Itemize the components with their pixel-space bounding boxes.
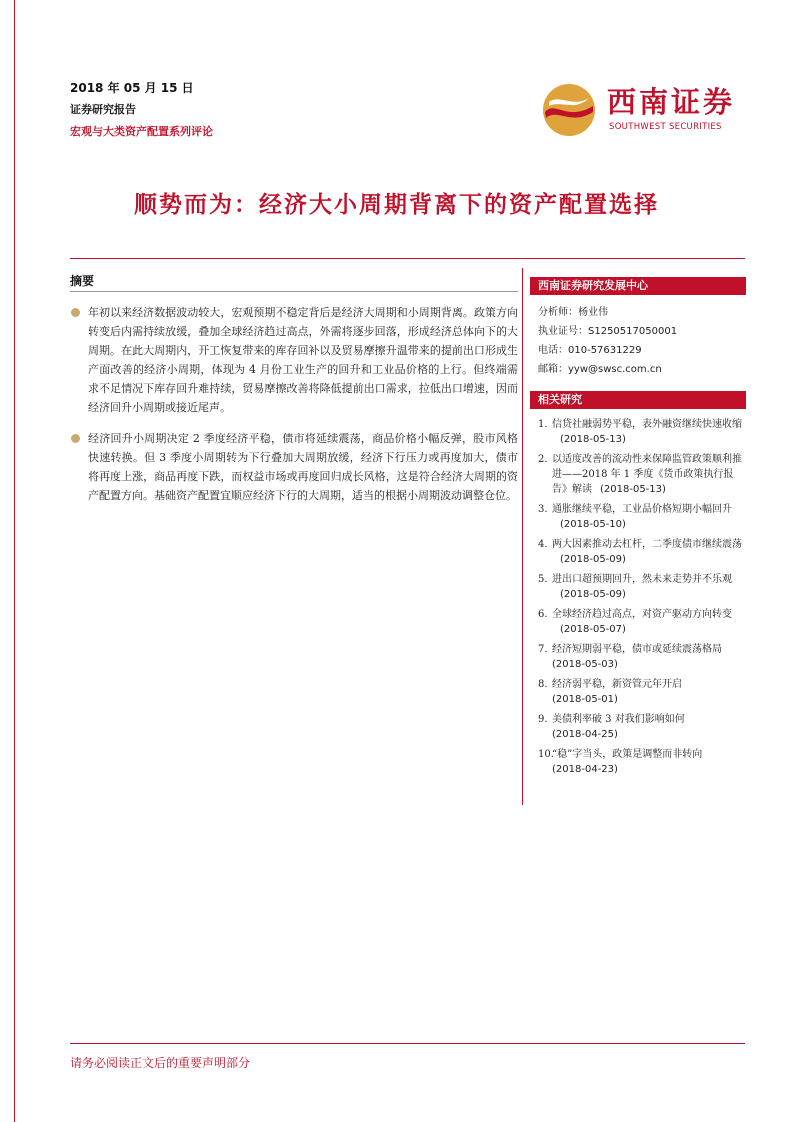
related-item-date: (2018-05-10) xyxy=(560,519,626,530)
abstract-heading: 摘要 xyxy=(70,274,95,288)
related-item-title: 全球经济趋过高点，对资产驱动方向转变 xyxy=(552,609,732,620)
analyst-license: S1250517050001 xyxy=(588,326,678,337)
related-item-number: 10. xyxy=(538,749,554,760)
related-item-number: 6. xyxy=(538,609,548,620)
related-item-title: 以适度改善的流动性来保障监管政策顺利推进——2018 年 1 季度《货币政策执行报告》解读 xyxy=(552,454,742,495)
related-item-number: 7. xyxy=(538,644,548,655)
related-item-title: 美债利率破 3 对我们影响如何 xyxy=(552,714,685,725)
related-item[interactable] xyxy=(538,712,746,742)
related-item-title: 进出口超预期回升，然未来走势并不乐观 xyxy=(552,574,732,585)
related-item-number: 2. xyxy=(538,454,548,465)
related-item[interactable] xyxy=(538,607,746,637)
analyst-phone: 010-57631229 xyxy=(568,345,642,356)
related-item-number: 8. xyxy=(538,679,548,690)
analyst-license-row xyxy=(538,322,746,341)
related-item-date: (2018-04-25) xyxy=(552,729,618,740)
abstract-paragraph-text: 年初以来经济数据波动较大，宏观预期不稳定背后是经济大周期和小周期背离。政策方向转变后内需持续放缓，叠加全球经济趋过高点，外需将逐步回落，形成经济总体向下的大周期。在此大周期内，开工恢复带来的库存回补以及贸易摩擦升温带来的提前出口形成生产面改善的经济小周期，体现为 4 月份工业生产的回升和工业品价格的上行。但终端需求不足情况下库存回升难持续，贸易摩擦改善将降低提前出口需求，拉低出口增速，因而经济回升小周期或接近尾声。 xyxy=(88,306,518,414)
abstract-body xyxy=(70,303,518,517)
logo-name-en: SOUTHWEST SECURITIES xyxy=(609,122,722,132)
sidebar xyxy=(530,277,746,782)
abstract-paragraph xyxy=(70,303,518,417)
bullet-dot-icon xyxy=(71,308,80,317)
related-item[interactable] xyxy=(538,537,746,567)
related-item-date: (2018-05-09) xyxy=(560,554,626,565)
related-item-date: (2018-05-01) xyxy=(552,694,618,705)
left-margin-rule xyxy=(14,0,15,1122)
related-item-date: (2018-05-03) xyxy=(552,659,618,670)
analyst-phone-row xyxy=(538,341,746,360)
analyst-name: 杨业伟 xyxy=(578,307,608,318)
related-item-title: 信贷社融弱势平稳，表外融资继续快速收缩 xyxy=(552,419,742,430)
related-item-title: 通胀继续平稳，工业品价格短期小幅回升 xyxy=(552,504,732,515)
footer-divider xyxy=(70,1043,745,1044)
analyst-info xyxy=(530,295,746,379)
related-item-date: (2018-05-13) xyxy=(600,484,666,495)
report-series: 宏观与大类资产配置系列评论 xyxy=(70,125,213,138)
related-item[interactable] xyxy=(538,502,746,532)
related-item-number: 3. xyxy=(538,504,548,515)
report-type: 证券研究报告 xyxy=(70,103,136,116)
related-item-title: 经济弱平稳，新资管元年开启 xyxy=(552,679,682,690)
related-item-number: 5. xyxy=(538,574,548,585)
footer-disclaimer: 请务必阅读正文后的重要声明部分 xyxy=(70,1056,251,1070)
analyst-name-row xyxy=(538,303,746,322)
related-item-date: (2018-04-23) xyxy=(552,764,618,775)
related-item[interactable] xyxy=(538,677,746,707)
related-item[interactable] xyxy=(538,417,746,447)
abstract-divider xyxy=(70,291,518,292)
logo-emblem-icon xyxy=(541,82,597,138)
abstract-paragraph xyxy=(70,429,518,505)
related-item-date: (2018-05-07) xyxy=(560,624,626,635)
related-item[interactable] xyxy=(538,747,746,777)
related-item-number: 1. xyxy=(538,419,548,430)
related-research-heading: 相关研究 xyxy=(530,391,746,409)
related-item-title: 两大因素推动去杠杆，二季度债市继续震荡 xyxy=(552,539,742,550)
analyst-email-label: 邮箱： xyxy=(538,364,568,375)
report-date: 2018 年 05 月 15 日 xyxy=(70,81,194,95)
analyst-name-label: 分析师： xyxy=(538,307,578,318)
related-item-number: 9. xyxy=(538,714,548,725)
analyst-license-label: 执业证号： xyxy=(538,326,588,337)
related-research-list xyxy=(530,409,746,777)
title-divider xyxy=(70,258,745,259)
related-item[interactable] xyxy=(538,452,746,497)
related-item[interactable] xyxy=(538,642,746,672)
column-divider xyxy=(522,268,523,805)
abstract-paragraph-text: 经济回升小周期决定 2 季度经济平稳，债市将延续震荡，商品价格小幅反弹，股市风格快速转换。但 3 季度小周期转为下行叠加大周期放缓，经济下行压力或再度加大，债市将再度上涨，商品再度下跌，而权益市场或再度回归成长风格，这是符合经济大周期的资产配置方向。基础资产配置宜顺应经济下行的大周期，适当的根据小周期波动调整仓位。 xyxy=(88,432,518,502)
related-item-date: (2018-05-09) xyxy=(560,589,626,600)
related-item-title: 经济短期弱平稳，债市或延续震荡格局 xyxy=(552,644,722,655)
related-item[interactable] xyxy=(538,572,746,602)
report-title: 顺势而为：经济大小周期背离下的资产配置选择 xyxy=(134,191,659,218)
logo-name-cn: 西南证券 xyxy=(607,85,736,119)
analyst-email-link[interactable]: yyw@swsc.com.cn xyxy=(568,364,662,375)
analyst-email-row xyxy=(538,360,746,379)
related-item-title: “稳”字当头，政策是调整而非转向 xyxy=(552,749,703,760)
analyst-phone-label: 电话： xyxy=(538,345,568,356)
research-center-heading: 西南证券研究发展中心 xyxy=(530,277,746,295)
related-item-number: 4. xyxy=(538,539,548,550)
company-logo xyxy=(541,82,741,140)
related-item-date: (2018-05-13) xyxy=(560,434,626,445)
bullet-dot-icon xyxy=(71,434,80,443)
